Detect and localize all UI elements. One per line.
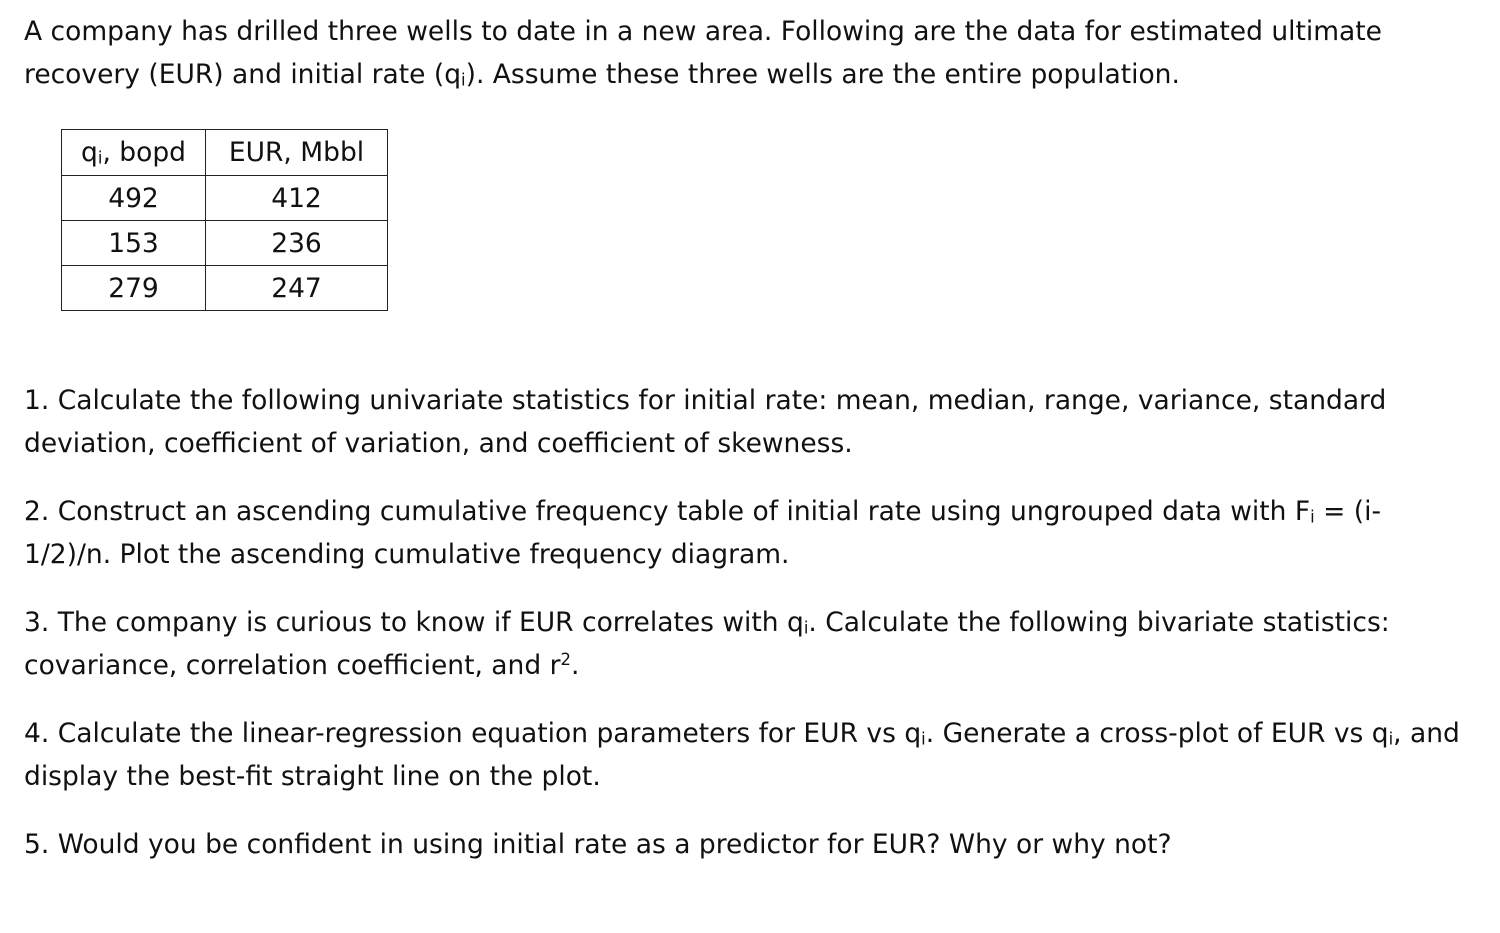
question-4 (24, 712, 1464, 798)
table-header-row (62, 130, 388, 176)
q3-text-c: . (570, 650, 580, 681)
cell-qi: 492 (62, 176, 206, 221)
subscript-i: i (921, 729, 926, 749)
header-qi-base: q (81, 137, 98, 168)
superscript-2: 2 (560, 649, 571, 669)
question-5: 5. Would you be confident in using initial rate as a predictor for EUR? Why or why not? (24, 829, 1172, 860)
cell-eur: 236 (206, 221, 388, 266)
table-row (62, 266, 388, 311)
header-eur: EUR, Mbbl (206, 130, 388, 176)
question-2 (24, 490, 1464, 576)
table-row (62, 176, 388, 221)
q4-text-c: , and display the best-fit straight line on the plot. (24, 718, 1460, 792)
q2-text-a: 2. Construct an ascending cumulative frequency table of initial rate using ungrouped data with F (24, 496, 1311, 527)
subscript-i: i (803, 618, 809, 638)
q4-text-a: 4. Calculate the linear-regression equation parameters for EUR vs q (24, 718, 922, 749)
document (24, 10, 1464, 891)
intro-text-1: A company has drilled three wells to date in a new area. Following are the data for estimated ultimate recovery (EUR) and initial rate (q (24, 16, 1382, 90)
subscript-i: i (461, 70, 466, 90)
intro-paragraph (24, 10, 1464, 96)
cell-qi: 279 (62, 266, 206, 311)
cell-eur: 247 (206, 266, 388, 311)
question-1: 1. Calculate the following univariate statistics for initial rate: mean, median, range, variance, standard deviation, coefficient of variation, and coefficient of skewness. (24, 385, 1387, 459)
intro-text-2: ). Assume these three wells are the entire population. (465, 59, 1180, 90)
cell-qi: 153 (62, 221, 206, 266)
table-row (62, 221, 388, 266)
well-data-table (61, 129, 388, 311)
question-3 (24, 601, 1464, 687)
cell-eur: 412 (206, 176, 388, 221)
q4-text-b: . Generate a cross-plot of EUR vs q (925, 718, 1389, 749)
header-qi (62, 130, 206, 176)
q3-text-b: . Calculate the following bivariate statistics: covariance, correlation coefficient, and r (24, 607, 1390, 681)
subscript-i: i (1388, 729, 1394, 749)
header-qi-unit: , bopd (102, 137, 186, 168)
header-qi-sub: i (97, 148, 103, 168)
q3-text-a: 3. The company is curious to know if EUR correlates with q (24, 607, 804, 638)
subscript-i: i (1310, 507, 1315, 527)
question-list (24, 379, 1464, 866)
q2-text-b: = (i-1/2)/n. Plot the ascending cumulative frequency diagram. (24, 496, 1382, 570)
